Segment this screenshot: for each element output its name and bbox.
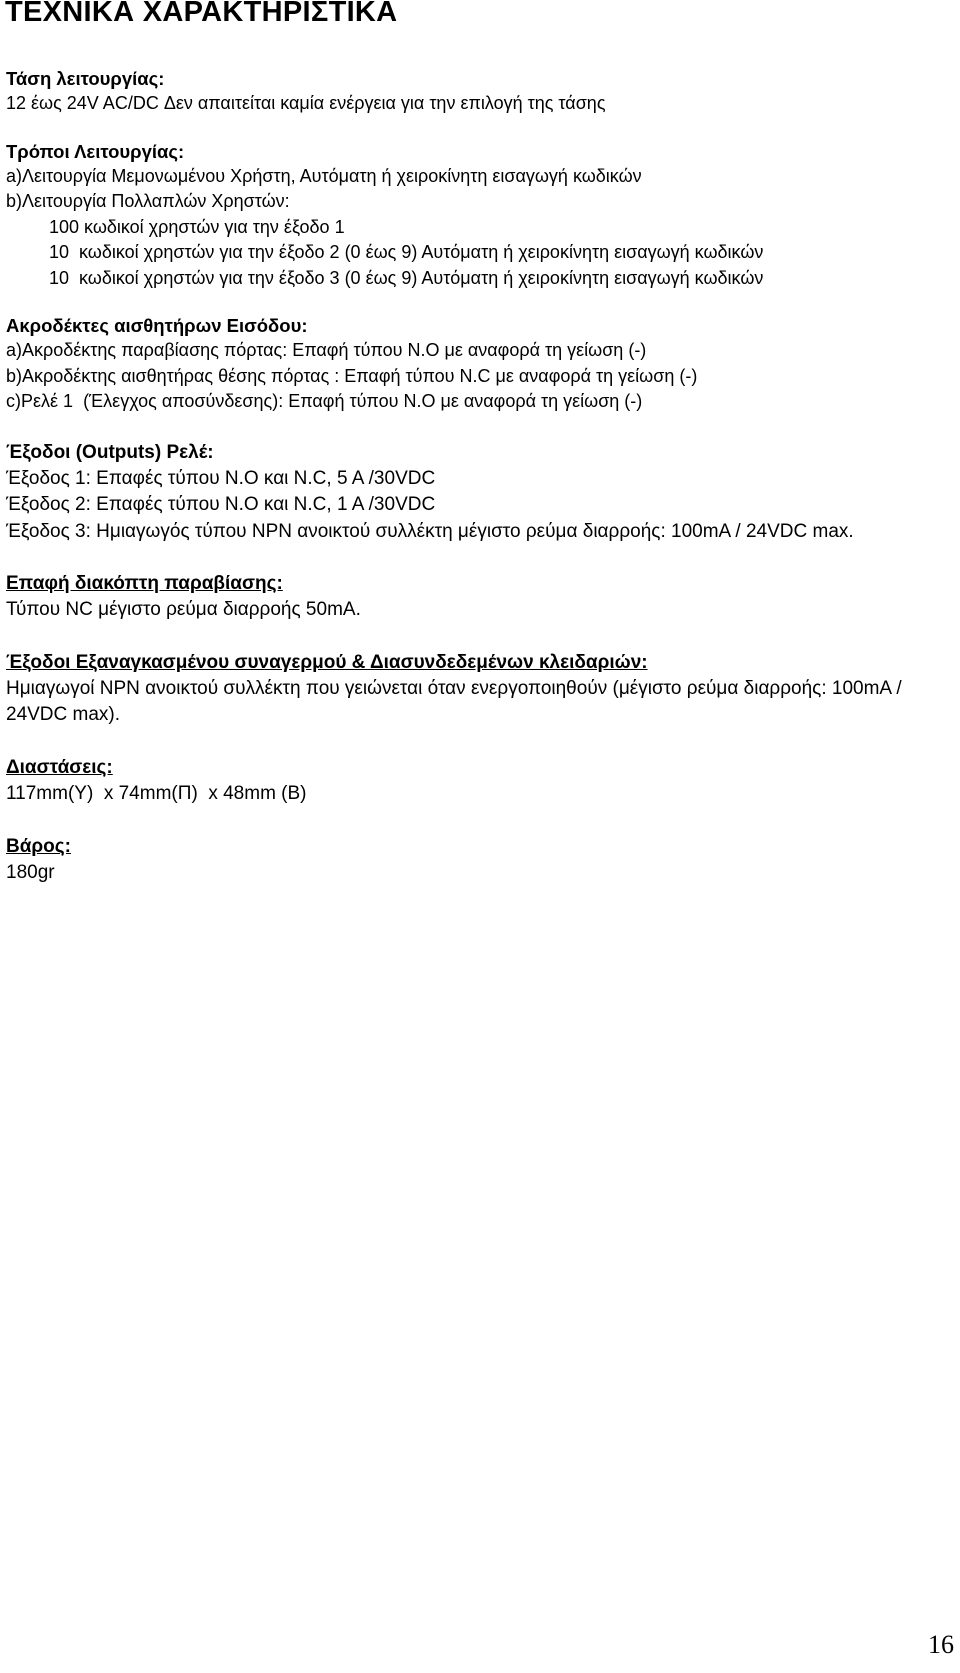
outputs-section bbox=[6, 440, 946, 546]
spec-content bbox=[6, 66, 946, 886]
tamper-line: Τύπου NC μέγιστο ρεύμα διαρροής 50mA. bbox=[6, 599, 361, 621]
forced-heading: Έξοδοι Εξαναγκασμένου συναγερμού & Διασυνδεδεμένων κλειδαριών: bbox=[6, 651, 648, 673]
inputs-line: c)Ρελέ 1 (Έλεγχος αποσύνδεσης): Επαφή τύπου N.O με αναφορά τη γείωση (-) bbox=[6, 391, 643, 411]
inputs-heading: Ακροδέκτες αισθητήρων Εισόδου: bbox=[6, 315, 308, 336]
outputs-line: Έξοδος 3: Ημιαγωγός τύπου NPN ανοικτού συλλέκτη μέγιστο ρεύμα διαρροής: 100mA / 24VDC max. bbox=[6, 520, 854, 542]
modes-line: 100 κωδικοί χρηστών για την έξοδο 1 bbox=[49, 216, 345, 237]
modes-section bbox=[6, 139, 946, 292]
page-number: 16 bbox=[928, 1630, 954, 1659]
inputs-section bbox=[6, 313, 946, 415]
dimensions-line: 117mm(Y) x 74mm(Π) x 48mm (B) bbox=[6, 783, 307, 805]
modes-line: 10 κωδικοί χρηστών για την έξοδο 2 (0 έως 9) Αυτόματη ή χειροκίνητη εισαγωγή κωδικών bbox=[49, 242, 764, 262]
modes-line: b)Λειτουργία Πολλαπλών Χρηστών: bbox=[6, 191, 290, 211]
forced-line: Ημιαγωγοί NPN ανοικτού συλλέκτη που γειώνεται όταν ενεργοποιηθούν (μέγιστο ρεύμα διαρροής: 100mA / 24VDC max). bbox=[6, 677, 902, 726]
forced-section bbox=[6, 650, 946, 729]
modes-line: a)Λειτουργία Μεμονωμένου Χρήστη, Αυτόματη ή χειροκίνητη εισαγωγή κωδικών bbox=[6, 165, 642, 186]
modes-line: 10 κωδικοί χρηστών για την έξοδο 3 (0 έως 9) Αυτόματη ή χειροκίνητη εισαγωγή κωδικών bbox=[49, 267, 764, 288]
inputs-line: a)Ακροδέκτης παραβίασης πόρτας: Επαφή τύπου N.O με αναφορά τη γείωση (-) bbox=[6, 340, 647, 360]
voltage-line: 12 έως 24V AC/DC Δεν απαιτείται καμία ενέργεια για την επιλογή της τάσης bbox=[6, 93, 606, 113]
outputs-line: Έξοδος 1: Επαφές τύπου N.O και N.C, 5 A /30VDC bbox=[6, 467, 436, 489]
dimensions-section bbox=[6, 755, 946, 808]
weight-section bbox=[6, 834, 946, 887]
tamper-section bbox=[6, 571, 946, 624]
inputs-line: b)Ακροδέκτης αισθητήρας θέσης πόρτας : Επαφή τύπου N.C με αναφορά τη γείωση (-) bbox=[6, 365, 698, 386]
dimensions-heading: Διαστάσεις: bbox=[6, 757, 113, 779]
tamper-heading: Επαφή διακόπτη παραβίασης: bbox=[6, 573, 283, 595]
page-title: ΤΕΧΝΙΚΑ ΧΑΡΑΚΤΗΡΙΣΤΙΚΑ bbox=[5, 0, 398, 28]
outputs-heading: Έξοδοι (Outputs) Ρελέ: bbox=[6, 441, 214, 463]
voltage-section bbox=[6, 66, 946, 117]
voltage-heading: Τάση λειτουργίας: bbox=[6, 68, 165, 89]
outputs-line: Έξοδος 2: Επαφές τύπου N.O και N.C, 1 A /30VDC bbox=[6, 494, 436, 516]
modes-heading: Τρόποι Λειτουργίας: bbox=[6, 140, 185, 162]
weight-heading: Βάρος: bbox=[6, 835, 71, 857]
weight-line: 180gr bbox=[6, 861, 55, 883]
